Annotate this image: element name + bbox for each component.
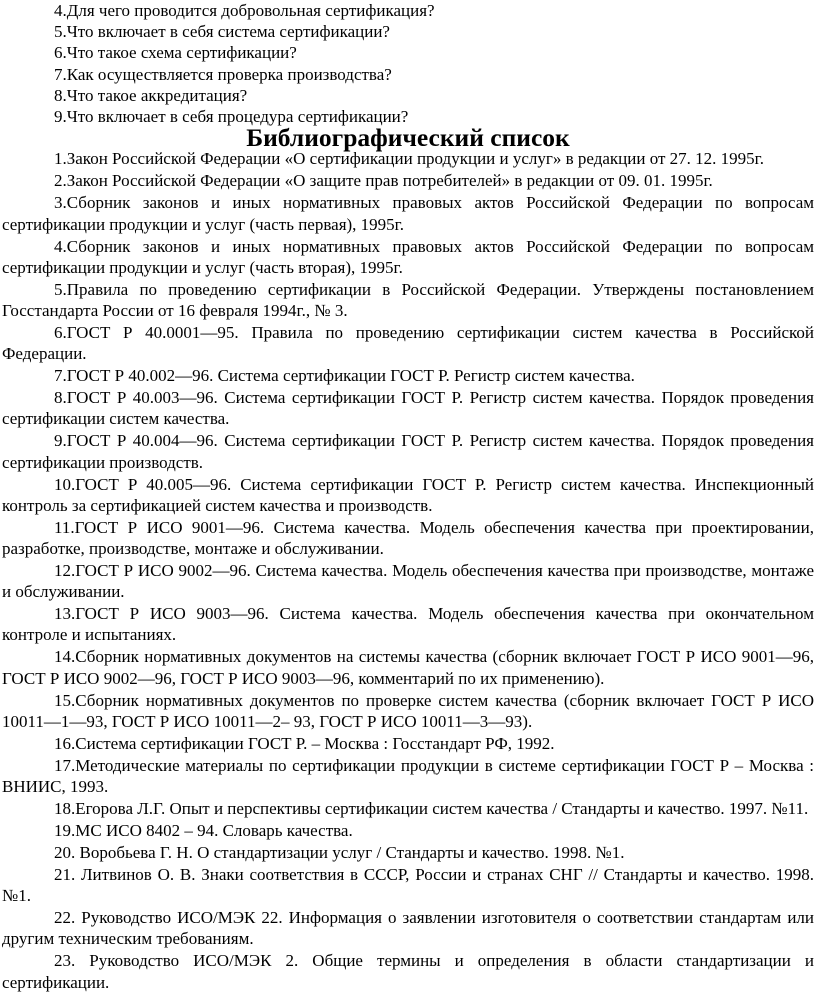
bibliography-item: 16.Система сертификации ГОСТ Р. – Москва : Госстандарт РФ, 1992. [54,733,555,753]
bibliography-title: Библиографический список [246,123,570,153]
bibliography-item: 2.Закон Российской Федерации «О защите прав потребителей» в редакции от 09. 01. 1995г. [54,171,713,191]
bibliography-item: 13.ГОСТ Р ИСО 9003—96. Система качества. Модель обеспечения качества при окончательном контроле и испытаниях. [2,604,814,645]
bibliography-item: 1.Закон Российской Федерации «О сертификации продукции и услуг» в редакции от 27. 12. 1995г. [54,149,764,169]
bibliography-item: 19.МС ИСО 8402 – 94. Словарь качества. [54,821,353,841]
questions-list [2,0,814,127]
question-item: 5.Что включает в себя система сертификации? [54,22,390,42]
bibliography-item: 5.Правила по проведению сертификации в Российской Федерации. Утверждены постановлением Госстандарта России от 16 февраля 1994г., № 3. [2,279,814,321]
bibliography-item: 18.Егорова Л.Г. Опыт и перспективы сертификации систем качества / Стандарты и качество. 1997. №11. [54,799,809,819]
bibliography-item: 20. Воробьева Г. Н. О стандартизации услуг / Стандарты и качество. 1998. №1. [54,843,625,863]
document-page [2,0,814,994]
bibliography-item: 15.Сборник нормативных документов по проверке систем качества (сборник включает ГОСТ Р ИСО 10011—1—93, ГОСТ Р ИСО 10011—2– 93, ГОСТ Р ИСО 10011—3—93). [2,690,814,731]
bibliography-item: 6.ГОСТ Р 40.0001—95. Правила по проведению сертификации систем качества в Российской Федерации. [2,323,814,364]
question-item: 6.Что такое схема сертификации? [54,43,297,63]
bibliography-item: 3.Сборник законов и иных нормативных правовых актов Российской Федерации по вопросам сертификации продукции и услуг (часть первая), 1995г. [2,193,814,234]
bibliography-item: 11.ГОСТ Р ИСО 9001—96. Система качества. Модель обеспечения качества при проектировании, разработке, производстве, монтаже и обслуживании. [2,517,814,559]
bibliography-item: 22. Руководство ИСО/МЭК 22. Информация о заявлении изготовителя о соответствии стандартам или другим техническим требованиям. [2,908,814,949]
bibliography-item: 23. Руководство ИСО/МЭК 2. Общие термины и определения в области стандартизации и сертификации. [2,951,814,992]
bibliography-item: 4.Сборник законов и иных нормативных правовых актов Российской Федерации по вопросам сертификации продукции и услуг (часть вторая), 1995г. [2,236,814,277]
question-item: 8.Что такое аккредитация? [54,85,248,105]
bibliography-item: 14.Сборник нормативных документов на системы качества (сборник включает ГОСТ Р ИСО 9001—96, ГОСТ Р ИСО 9002—96, ГОСТ Р ИСО 9003—96, комментарий по их применению). [2,647,814,688]
question-item: 7.Как осуществляется проверка производства? [54,64,392,84]
bibliography-list [2,148,814,992]
bibliography-item: 8.ГОСТ Р 40.003—96. Система сертификации ГОСТ Р. Регистр систем качества. Порядок проведения сертификации систем качества. [2,388,814,429]
bibliography-item: 10.ГОСТ Р 40.005—96. Система сертификации ГОСТ Р. Регистр систем качества. Инспекционный контроль за сертификацией систем качества и производств. [2,474,814,515]
bibliography-item: 9.ГОСТ Р 40.004—96. Система сертификации ГОСТ Р. Регистр систем качества. Порядок проведения сертификации производств. [2,431,814,472]
bibliography-item: 21. Литвинов О. В. Знаки соответствия в СССР, России и странах СНГ // Стандарты и качество. 1998. №1. [2,865,814,906]
question-item: 4.Для чего проводится добровольная сертификация? [54,1,435,20]
bibliography-item: 17.Методические материалы по сертификации продукции в системе сертификации ГОСТ Р – Москва : ВНИИС, 1993. [2,755,814,797]
bibliography-item: 12.ГОСТ Р ИСО 9002—96. Система качества. Модель обеспечения качества при производстве, монтаже и обслуживании. [2,561,814,602]
bibliography-item: 7.ГОСТ Р 40.002—96. Система сертификации ГОСТ Р. Регистр систем качества. [54,366,635,386]
question-item: 9.Что включает в себя процедура сертификации? [54,107,409,127]
